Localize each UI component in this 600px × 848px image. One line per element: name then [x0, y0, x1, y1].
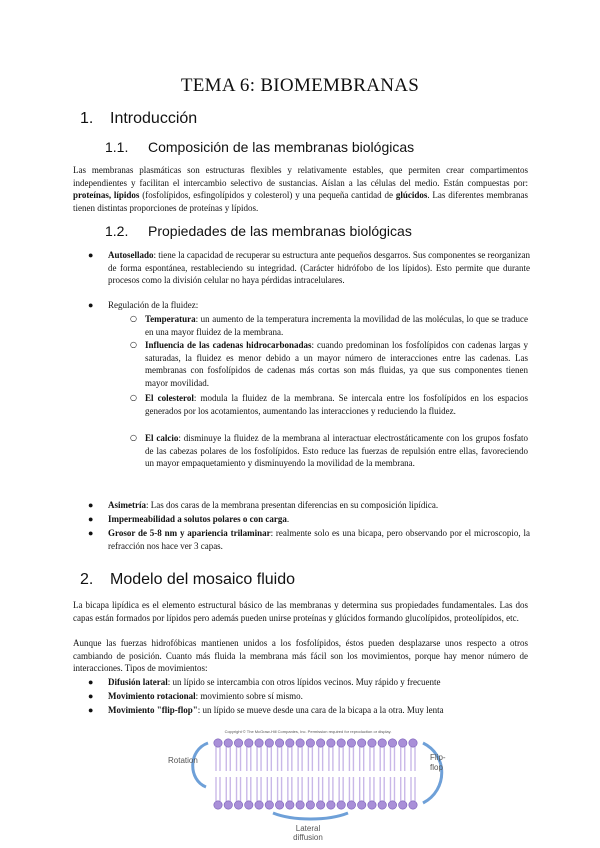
- lipid-head: [286, 801, 294, 809]
- page-title: TEMA 6: BIOMEMBRANAS: [180, 75, 420, 96]
- lipid-head: [265, 801, 273, 809]
- lipid-head: [337, 739, 345, 747]
- bullet-icon: ●: [88, 705, 94, 715]
- lipid-head: [245, 801, 253, 809]
- paragraph-bicapa: La bicapa lipídica es el elemento estructural básico de las membranas y determina sus propiedades fundamentales. Las dos capas están formados por lípidos pero además pueden unirse proteínas y glúcidos formando glucolípidos, proteolípidos, etc.: [73, 600, 528, 623]
- subsection-heading-composicion: [105, 139, 414, 155]
- lipid-head: [265, 739, 273, 747]
- circle-bullet-icon: ○: [130, 433, 137, 442]
- lipid-head: [368, 739, 376, 747]
- sublist-item-temperatura: [130, 313, 528, 338]
- text-run: : Las dos caras de la membrana presentan diferencias en su composición lipídica.: [146, 500, 439, 510]
- lipid-head: [409, 739, 417, 747]
- list-item-autosellado: [90, 249, 530, 287]
- lipid-head: [378, 801, 386, 809]
- bullet-icon: ●: [88, 691, 94, 701]
- lipid-head: [347, 739, 355, 747]
- lipid-head: [337, 801, 345, 809]
- bold-term: proteínas, lípidos: [73, 190, 140, 200]
- text-run: : realmente solo es una bicapa, pero observando por el microscopio, la refracción nos hace ver 3 capas.: [108, 528, 531, 551]
- bold-term: Influencia de las cadenas hidrocarbonadas: [145, 340, 312, 350]
- list-item-impermeabilidad: [90, 513, 530, 526]
- bullet-icon: ●: [88, 250, 94, 260]
- bold-term: glúcidos: [395, 190, 428, 200]
- subsection-title: Composición de las membranas biológicas: [148, 139, 415, 155]
- text-run: .: [286, 514, 290, 524]
- paragraph-composicion: [73, 164, 528, 214]
- list-item-asimetria: [90, 499, 530, 512]
- text-run: : disminuye la fluidez de la membrana al interactuar electrostáticamente con los grupos fosfato de las cabezas polares de los fosfolípidos. Esto reduce las fuerzas de repulsión entre ellas, favoreciendo un mayor empaquetamiento y disminuyendo la movilidad de la membrana.: [145, 433, 529, 468]
- bullet-icon: ●: [88, 300, 94, 310]
- lipid-head: [399, 739, 407, 747]
- lateral-diffusion-arrow-icon: [273, 813, 348, 819]
- lipid-head: [368, 801, 376, 809]
- lipid-head: [409, 801, 417, 809]
- lipid-head: [224, 739, 232, 747]
- circle-bullet-icon: ○: [130, 393, 137, 402]
- bold-term: Difusión lateral: [108, 677, 168, 687]
- text-run: : un aumento de la temperatura incrementa la movilidad de las moléculas, lo que se traduce en una mayor fluidez de la membrana.: [145, 314, 528, 337]
- lipid-head: [286, 739, 294, 747]
- lipid-head: [296, 739, 304, 747]
- section-heading-introduccion: [80, 110, 197, 128]
- lipid-head: [347, 801, 355, 809]
- circle-bullet-icon: ○: [130, 314, 137, 323]
- section-heading-mosaico-fluido: [80, 571, 295, 589]
- bullet-icon: ●: [88, 528, 94, 538]
- label-diffusion: diffusion: [293, 833, 323, 842]
- section-number: 2.: [80, 571, 94, 588]
- lipid-head: [255, 801, 263, 809]
- lipid-head: [388, 739, 396, 747]
- label-flop: flop: [430, 763, 443, 772]
- lipid-head: [316, 801, 324, 809]
- lipid-head: [357, 739, 365, 747]
- subsection-title: Propiedades de las membranas biológicas: [148, 223, 412, 239]
- label-flip: Flip-: [430, 753, 446, 762]
- list-item-grosor: [90, 527, 530, 552]
- lipid-head: [378, 739, 386, 747]
- sublist-item-colesterol: [130, 392, 528, 417]
- bold-term: Movimiento "flip-flop": [108, 705, 198, 715]
- bold-term: Temperatura: [145, 314, 196, 324]
- text-run: : movimiento sobre sí mismo.: [195, 691, 303, 701]
- bold-term: Impermeabilidad a solutos polares o con carga: [108, 514, 287, 524]
- lipid-head: [357, 801, 365, 809]
- text-run: : un lípido se mueve desde una cara de la bicapa a la otra. Muy lenta: [197, 705, 444, 715]
- text-run: . Las diferentes membranas tienen distintas proporciones de proteínas y lípidos.: [73, 190, 528, 213]
- subsection-number: 1.1.: [105, 139, 129, 155]
- sublist-item-calcio: [130, 432, 528, 470]
- bold-term: Movimiento rotacional: [108, 691, 196, 701]
- text-run: (fosfolípidos, esfingolípidos y colesterol) y una pequeña cantidad de: [139, 190, 396, 200]
- lipid-head: [399, 801, 407, 809]
- lipid-head: [234, 801, 242, 809]
- bold-term: Asimetría: [108, 500, 146, 510]
- label-rotation: Rotation: [168, 756, 198, 765]
- lipid-head: [316, 739, 324, 747]
- lipid-head: [214, 739, 222, 747]
- paragraph-movimientos: Aunque las fuerzas hidrofóbicas mantienen unidos a los fosfolípidos, éstos pueden desplazarse unos respecto a otros cambiando de posición. Cuanto más fluida la membrana más fácil son los movimientos, porque hay menor número de interacciones. Tipos de movimientos:: [73, 638, 528, 673]
- rotation-arrow-icon: [193, 743, 208, 787]
- flip-flop-arrow-icon: [423, 743, 442, 803]
- lipid-head: [255, 739, 263, 747]
- text-run: : tiene la capacidad de recuperar su estructura ante pequeños desgarros. Sus componentes se reorganizan de forma espontánea, restableciendo su integridad. (Carácter hidrófobo de los lípidos). Esto permite que durante procesos como la división celular no haya pérdidas intracelulares.: [108, 250, 530, 285]
- lipid-head: [275, 739, 283, 747]
- label-lateral: Lateral: [295, 824, 321, 833]
- sublist-item-cadenas: [130, 339, 528, 389]
- list-item-movimiento-rotacional: [90, 690, 530, 703]
- section-title: Modelo del mosaico fluido: [110, 571, 295, 588]
- lipid-head: [275, 801, 283, 809]
- bold-term: Grosor de 5-8 nm y apariencia trilaminar: [108, 528, 271, 538]
- bold-term: El calcio: [145, 433, 179, 443]
- subsection-number: 1.2.: [105, 223, 129, 239]
- list-item-regulacion: [90, 299, 530, 312]
- bullet-icon: ●: [88, 677, 94, 687]
- bold-term: Autosellado: [108, 250, 154, 260]
- section-number: 1.: [80, 110, 94, 127]
- lipid-head: [224, 801, 232, 809]
- section-title: Introducción: [110, 110, 198, 127]
- lipid-movement-figure: [148, 725, 468, 843]
- lipid-head: [234, 739, 242, 747]
- bold-term: El colesterol: [145, 393, 194, 403]
- lipid-head: [306, 739, 314, 747]
- text-run: Las membranas plasmáticas son estructuras flexibles y relativamente estables, que permiten crear compartimentos independientes y facilitan el intercambio selectivo de sustancias. Aíslan a las células del medio. Están compuestas por:: [73, 165, 528, 188]
- lipid-head: [327, 801, 335, 809]
- text-run: : modula la fluidez de la membrana. Se intercala entre los fosfolípidos en los espacios generados por los acotamientos, aumentando las interacciones y reduciendo la fluidez.: [145, 393, 528, 416]
- bullet-icon: ●: [88, 500, 94, 510]
- figure-copyright: Copyright © The McGraw-Hill Companies, Inc. Permission required for reproduction or display.: [224, 729, 392, 734]
- list-item-difusion-lateral: [90, 676, 530, 689]
- lipid-head: [388, 801, 396, 809]
- list-item-flip-flop: [90, 704, 530, 717]
- lipid-bilayer: [214, 739, 417, 809]
- list-item-label: Regulación de la fluidez:: [108, 300, 199, 310]
- text-run: : un lípido se intercambia con otros lípidos vecinos. Muy rápido y frecuente: [167, 677, 441, 687]
- lipid-head: [245, 739, 253, 747]
- lipid-head: [306, 801, 314, 809]
- text-run: : cuando predominan los fosfolípidos con cadenas largas y saturadas, la fluidez es menor debido a un mayor número de interacciones entre las cadenas. Las membranas con fosfolípidos de cadenas más cortas son más fluidas, ya que sus componentes tienen mayor movilidad.: [145, 340, 528, 388]
- bullet-icon: ●: [88, 514, 94, 524]
- circle-bullet-icon: ○: [130, 340, 137, 349]
- subsection-heading-propiedades: [105, 223, 412, 239]
- lipid-head: [327, 739, 335, 747]
- lipid-head: [296, 801, 304, 809]
- lipid-head: [214, 801, 222, 809]
